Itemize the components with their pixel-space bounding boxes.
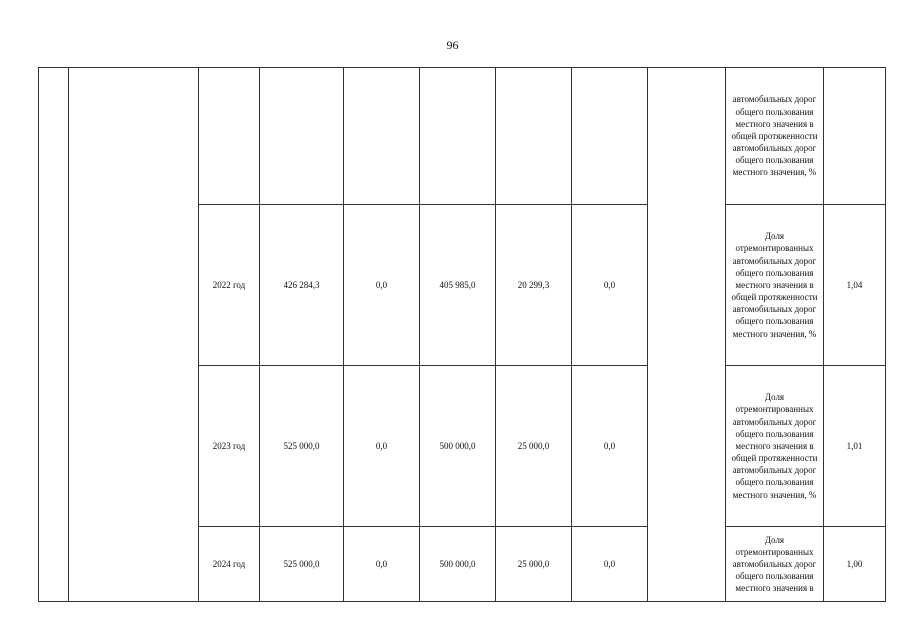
year-cell: 2022 год [199,205,260,366]
value-cell [824,68,886,205]
name-cell [69,68,199,602]
year-cell: 2023 год [199,366,260,527]
municipal-cell [496,68,572,205]
other-cell [572,68,648,205]
indicator-cell: Доля отремонтированных автомобильных дорог общего пользования местного значения в [726,527,824,602]
total-cell: 525 000,0 [260,366,344,527]
budget-table [38,67,886,602]
municipal-cell: 25 000,0 [496,366,572,527]
total-cell [260,68,344,205]
other-cell: 0,0 [572,366,648,527]
total-cell: 525 000,0 [260,527,344,602]
indicator-cell: автомобильных дорог общего пользования местного значения в общей протяженности автомобильных дорог общего пользования местного значения, % [726,68,824,205]
other-cell: 0,0 [572,527,648,602]
regional-cell: 500 000,0 [420,366,496,527]
regional-cell: 405 985,0 [420,205,496,366]
indicator-cell: Доля отремонтированных автомобильных дорог общего пользования местного значения в общей протяженности автомобильных дорог общего пользования местного значения, % [726,366,824,527]
federal-cell: 0,0 [344,527,420,602]
year-cell: 2024 год [199,527,260,602]
municipal-cell: 25 000,0 [496,527,572,602]
federal-cell [344,68,420,205]
indicator-cell: Доля отремонтированных автомобильных дорог общего пользования местного значения в общей протяженности автомобильных дорог общего пользования местного значения, % [726,205,824,366]
regional-cell: 500 000,0 [420,527,496,602]
value-cell: 1,01 [824,366,886,527]
total-cell: 426 284,3 [260,205,344,366]
municipal-cell: 20 299,3 [496,205,572,366]
value-cell: 1,00 [824,527,886,602]
table-row [39,68,886,205]
page-number: 96 [446,38,459,52]
federal-cell: 0,0 [344,366,420,527]
other-cell: 0,0 [572,205,648,366]
year-cell [199,68,260,205]
value-cell: 1,04 [824,205,886,366]
regional-cell [420,68,496,205]
federal-cell: 0,0 [344,205,420,366]
number-cell [39,68,69,602]
executor-cell [648,68,726,602]
